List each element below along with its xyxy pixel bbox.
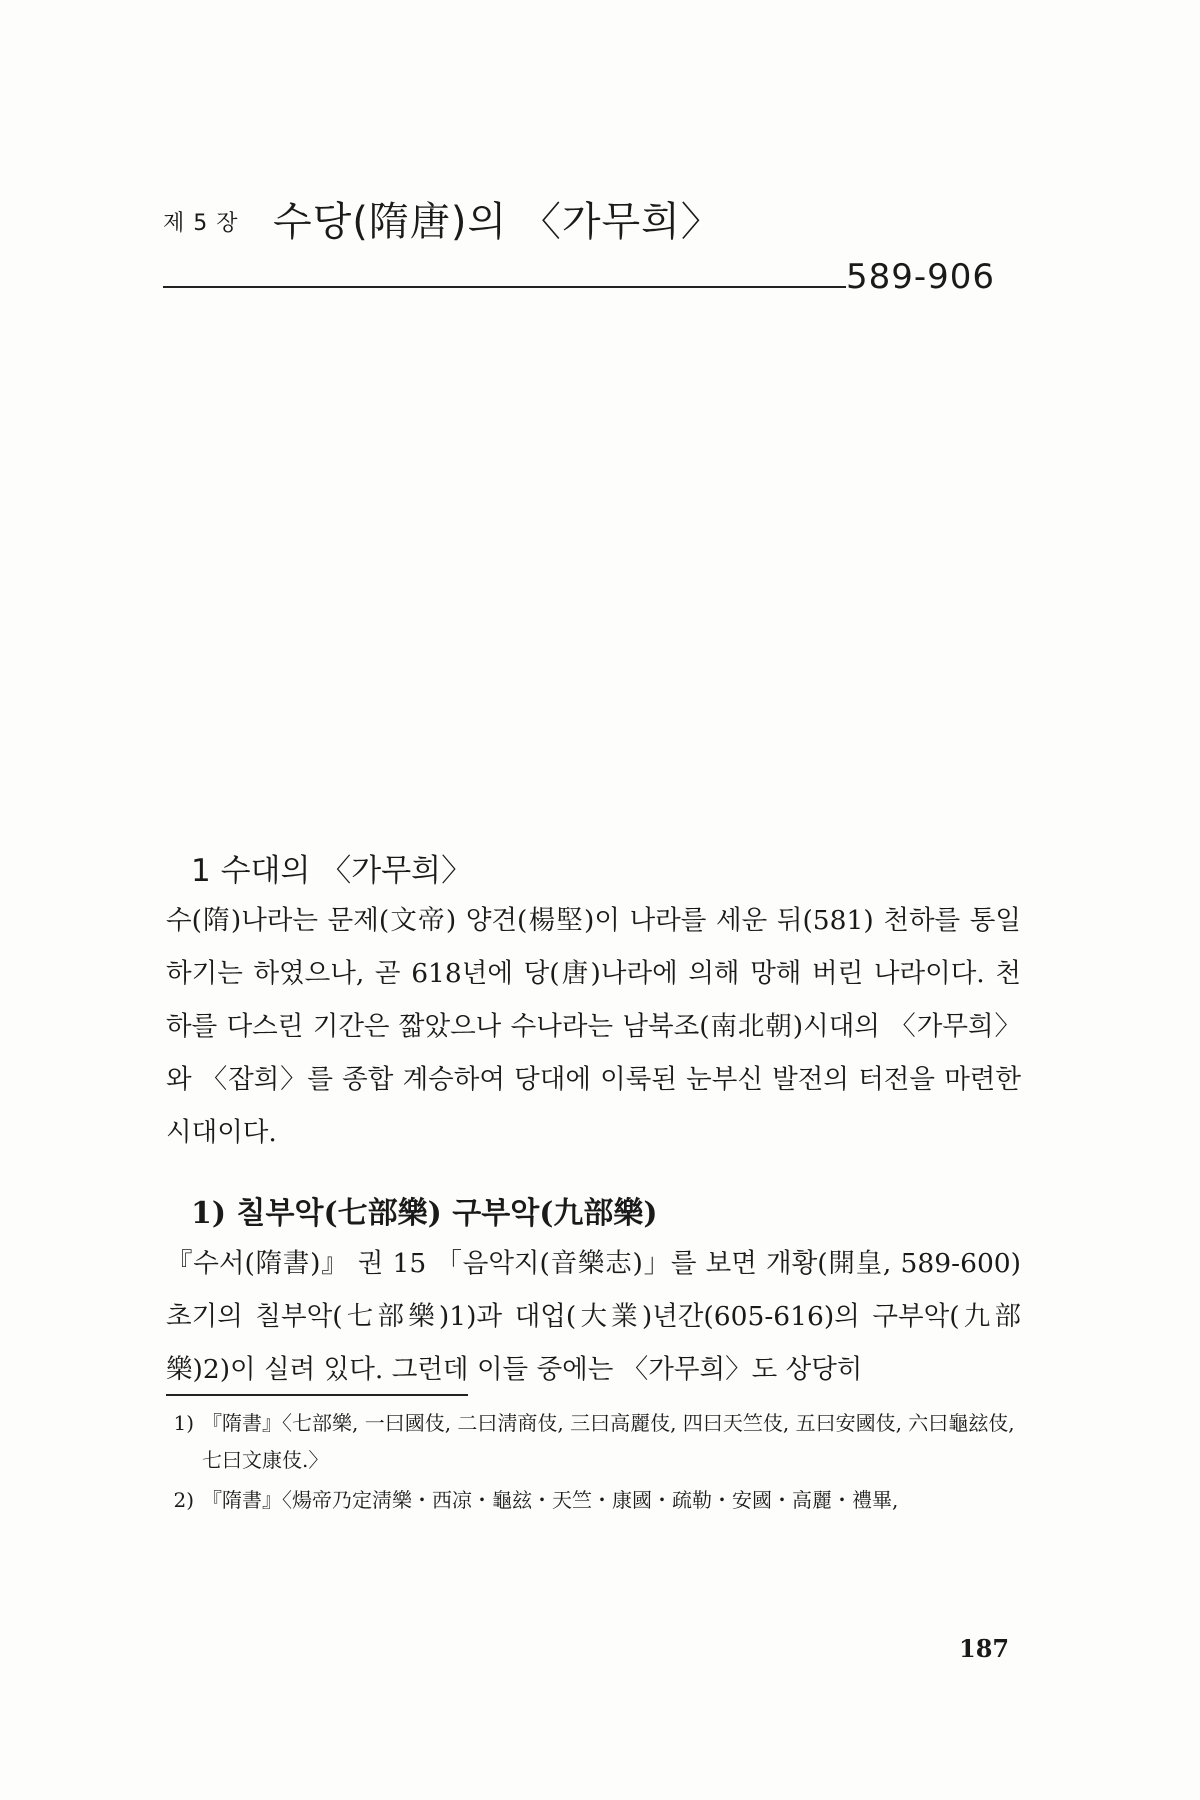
footnotes <box>166 1405 1026 1522</box>
footnote-text: 『隋書』〈七部樂, 一曰國伎, 二曰淸商伎, 三曰高麗伎, 四曰天竺伎, 五曰安國伎, 六曰龜玆伎, 七曰文康伎.〉 <box>202 1411 1015 1472</box>
chapter-label: 제 5 장 <box>163 211 239 236</box>
chapter-rule <box>163 286 846 288</box>
footnote-text: 『隋書』〈煬帝乃定淸樂・西凉・龜玆・天竺・康國・疏勒・安國・高麗・禮畢, <box>202 1488 899 1512</box>
subsection-paragraph: 『수서(隋書)』 권 15 「음악지(音樂志)」를 보면 개황(開皇, 589-600) 초기의 칠부악(七部樂)1)과 대업(大業)년간(605-616)의 구부악(九部樂)2)이 실려 있다. 그런데 이들 중에는 〈가무희〉도 상당히 <box>166 1248 1021 1385</box>
page-number: 187 <box>959 1634 1010 1663</box>
chapter-title: 수당(隋唐)의 〈가무희〉 <box>273 199 722 245</box>
footnote <box>166 1405 1026 1479</box>
chapter-header <box>163 196 1013 266</box>
footnote-number: 2) <box>173 1488 194 1512</box>
footnote <box>166 1482 1026 1519</box>
chapter-years: 589-906 <box>846 257 996 297</box>
footnote-number: 1) <box>173 1411 194 1435</box>
section-heading: 1 수대의 〈가무희〉 <box>191 853 473 889</box>
footnote-rule <box>166 1394 468 1396</box>
subsection-heading: 1) 칠부악(七部樂) 구부악(九部樂) <box>191 1196 658 1231</box>
section-paragraph: 수(隋)나라는 문제(文帝) 양견(楊堅)이 나라를 세운 뒤(581) 천하를 통일하기는 하였으나, 곧 618년에 당(唐)나라에 의해 망해 버린 나라이다. 천하를 다스린 기간은 짧았으나 수나라는 남북조(南北朝)시대의 〈가무희〉와 〈잡희〉를 종합 계승하여 당대에 이룩된 눈부신 발전의 터전을 마련한 시대이다. <box>166 905 1021 1148</box>
